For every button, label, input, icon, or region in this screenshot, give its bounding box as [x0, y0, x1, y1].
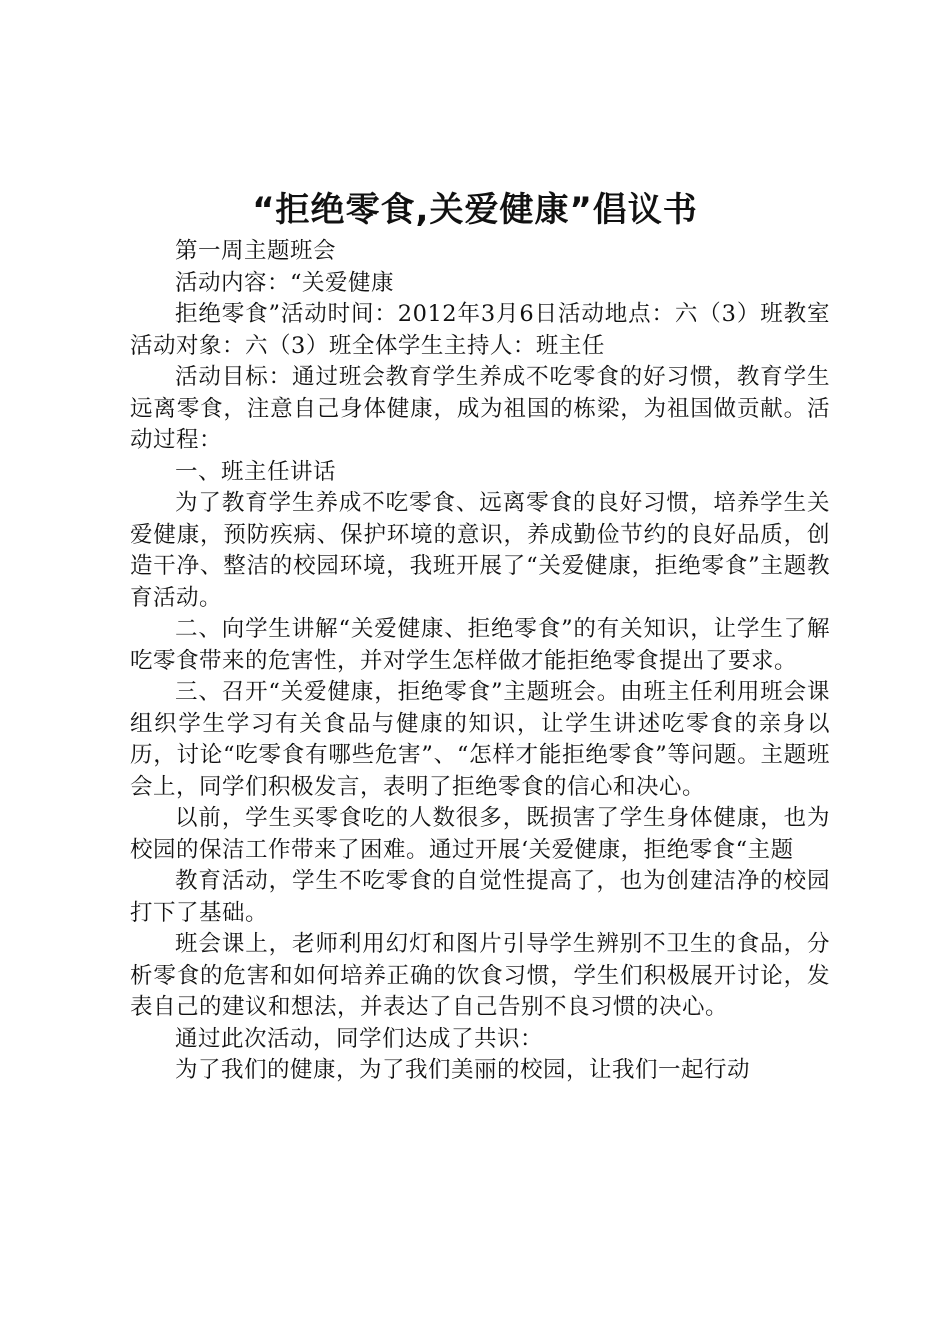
paragraph-4: 活动目标：通过班会教育学生养成不吃零食的好习惯，教育学生远离零食，注意自己身体健康，成为祖国的栋梁，为祖国做贡献。活动过程： — [130, 364, 830, 453]
paragraph-10: 教育活动，学生不吃零食的自觉性提高了，也为创建洁净的校园打下了基础。 — [130, 868, 830, 926]
paragraph-13: 为了我们的健康，为了我们美丽的校园，让我们一起行动 — [175, 1057, 751, 1083]
document-title: “拒绝零食,关爱健康”倡议书 — [252, 190, 698, 230]
paragraph-1: 第一周主题班会 — [175, 238, 337, 264]
paragraph-12: 通过此次活动，同学们达成了共识： — [175, 1025, 544, 1052]
paragraph-3: 拒绝零食”活动时间：2012年3月6日活动地点：六（3）班教室活动对象：六（3）班全体学生主持人：班主任 — [130, 301, 830, 359]
document-body — [130, 236, 830, 1087]
paragraph-2: 活动内容：“关爱健康 — [175, 269, 395, 296]
paragraph-5: 一、班主任讲话 — [175, 458, 337, 485]
paragraph-11: 班会课上，老师利用幻灯和图片引导学生辨别不卫生的食品，分析零食的危害和如何培养正确的饮食习惯，学生们积极展开讨论，发表自己的建议和想法，并表达了自己告别不良习惯的决心。 — [130, 931, 830, 1020]
paragraph-9: 以前，学生买零食吃的人数很多，既损害了学生身体健康，也为校园的保洁工作带来了困难。通过开展‘关爱健康，拒绝零食“主题 — [130, 805, 830, 863]
paragraph-8: 三、召开“关爱健康，拒绝零食”主题班会。由班主任利用班会课组织学生学习有关食品与健康的知识，让学生讲述吃零食的亲身以历，讨论“吃零食有哪些危害”、“怎样才能拒绝零食”等问题。主题班会上，同学们积极发言，表明了拒绝零食的信心和决心。 — [130, 679, 830, 800]
paragraph-6: 为了教育学生养成不吃零食、远离零食的良好习惯，培养学生关爱健康，预防疾病、保护环境的意识，养成勤俭节约的良好品质，创造干净、整洁的校园环境，我班开展了“关爱健康，拒绝零食”主题教育活动。 — [130, 490, 830, 611]
paragraph-7: 二、向学生讲解“关爱健康、拒绝零食”的有关知识，让学生了解吃零食带来的危害性，并对学生怎样做才能拒绝零食提出了要求。 — [130, 616, 830, 674]
